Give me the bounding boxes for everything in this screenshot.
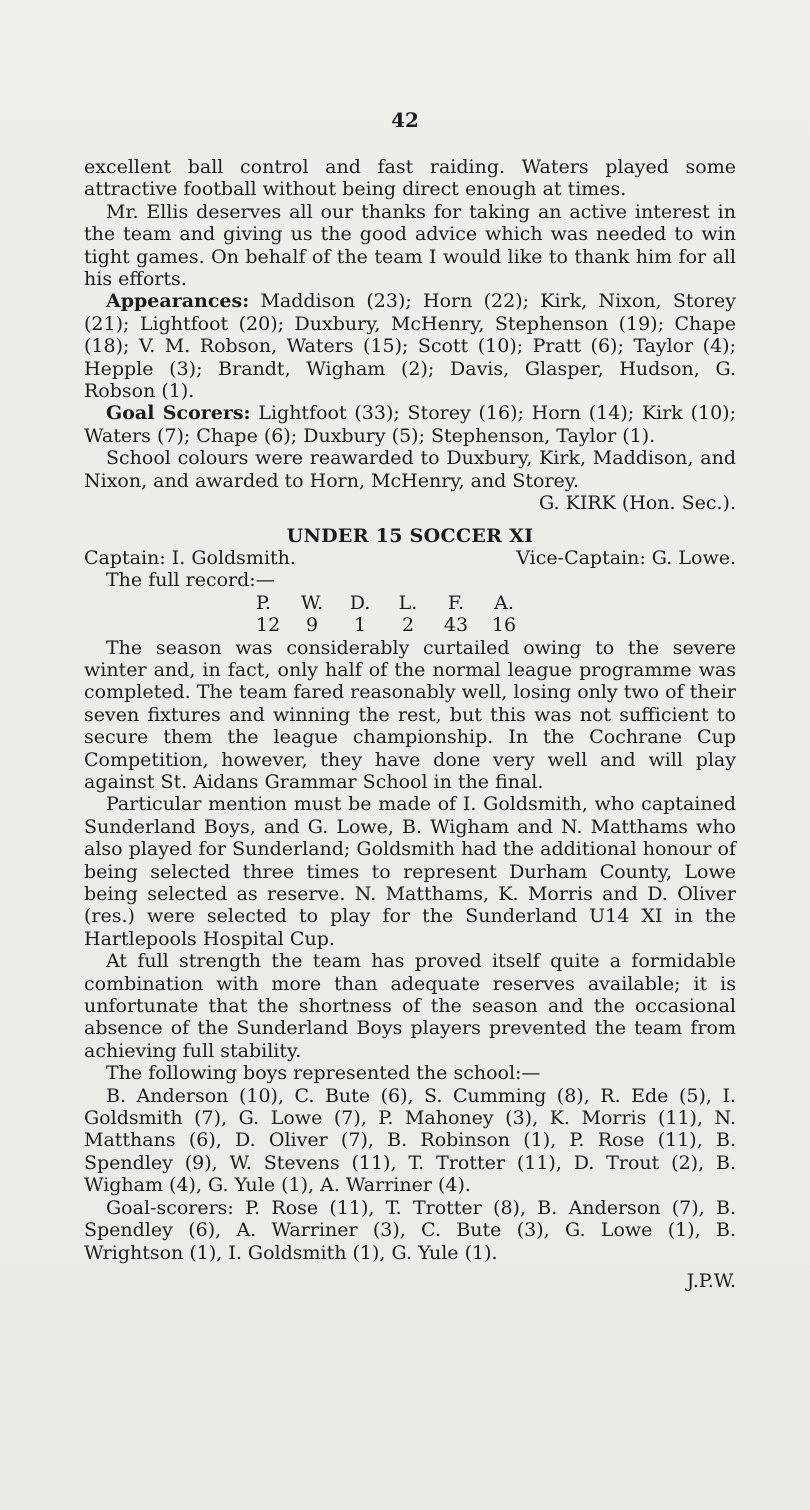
page-number: 42 xyxy=(391,108,419,132)
paragraph-goal-scorers xyxy=(84,402,736,447)
section-title: UNDER 15 SOCCER XI xyxy=(286,524,534,547)
record-value: 43 xyxy=(443,614,469,637)
record-value-row xyxy=(256,614,528,636)
record-header: W. xyxy=(300,591,324,614)
appearances-label: Appearances: xyxy=(106,290,250,313)
captain-row xyxy=(84,547,736,569)
record-value: 12 xyxy=(256,614,281,637)
record-header: F. xyxy=(447,591,465,614)
captain: Captain: I. Goldsmith. xyxy=(84,546,296,569)
record-value: 2 xyxy=(401,614,415,637)
paragraph-appearances xyxy=(84,290,736,402)
page-content xyxy=(84,156,736,1292)
paragraph-particular-mention: Particular mention must be made of I. Goldsmith, who captained Sunderland Boys, and G. Lowe, B. Wigham and N. Matthams who also played for Sunderland; Goldsmith had the additional honour of being selected three times to represent Durham County, Lowe being selected as reserve. N. Matthams, K. Morris and D. Oliver (res.) were selected to play for the Sunderland U14 XI in the Hartlepools Hospital Cup. xyxy=(84,793,736,950)
paragraph-season: The season was considerably curtailed owing to the severe winter and, in fact, only half of the normal league programme was completed. The team fared reasonably well, losing only two of their seven fixtures and winning the rest, but this was not sufficient to secure them the league championship. In the Cochrane Cup Competition, however, they have done very well and will play against St. Aidans Grammar School in the final. xyxy=(84,636,736,793)
goal-scorers-text: Lightfoot (33); Storey (16); Horn (14); Kirk (10); Waters (7); Chape (6); Duxbury (5); Stephenson, Taylor (1). xyxy=(84,402,736,447)
appearances-text: Maddison (23); Horn (22); Kirk, Nixon, Storey (21); Lightfoot (20); Duxbury, McHenry, Stephenson (19); Chape (18); V. M. Robson, Waters (15); Scott (10); Pratt (6); Taylor (4); Hepple (3); Brandt, Wigham (2); Davis, Glasper, Hudson, G. Robson (1). xyxy=(84,290,736,403)
record-value: 16 xyxy=(491,614,517,637)
record-header: A. xyxy=(494,591,514,614)
paragraph-thanks: Mr. Ellis deserves all our thanks for taking an active interest in the team and giving us the good advice which was needed to win tight games. On behalf of the team I would like to thank him for all his efforts. xyxy=(84,200,736,291)
record-header: L. xyxy=(398,591,418,614)
record-header-row xyxy=(256,592,528,614)
vice-captain: Vice-Captain: G. Lowe. xyxy=(516,546,736,569)
paragraph-players-list: B. Anderson (10), C. Bute (6), S. Cumming (8), R. Ede (5), I. Goldsmith (7), G. Lowe (7), P. Mahoney (3), K. Morris (11), N. Matthans (6), D. Oliver (7), B. Robinson (1), P. Rose (11), B. Spendley (9), W. Stevens (11), T. Trotter (11), D. Trout (2), B. Wigham (4), G. Yule (1), A. Warriner (4). xyxy=(84,1084,736,1197)
paragraph-goal-scorers-u15: Goal-scorers: P. Rose (11), T. Trotter (8), B. Anderson (7), B. Spendley (6), A. Warriner (3), C. Bute (3), G. Lowe (1), B. Wrightson (1), I. Goldsmith (1), G. Yule (1). xyxy=(84,1196,736,1264)
record-header: P. xyxy=(256,591,271,614)
paragraph-colours: School colours were reawarded to Duxbury, Kirk, Maddison, and Nixon, and awarded to Horn, McHenry, and Storey. xyxy=(84,447,736,492)
paragraph-full-strength: At full strength the team has proved itself quite a formidable combination with more than adequate reserves available; it is unfortunate that the shortness of the season and the occasional absence of the Sunderland Boys players prevented the team from achieving full stability. xyxy=(84,950,736,1062)
signoff-hon-sec: G. KIRK (Hon. Sec.). xyxy=(539,492,736,515)
goal-scorers-label: Goal Scorers: xyxy=(106,402,251,425)
signoff-jpw: J.P.W. xyxy=(686,1269,736,1292)
record-table xyxy=(256,592,528,637)
record-header: D. xyxy=(349,591,371,614)
paragraph-ball-control: excellent ball control and fast raiding. Waters played some attractive football without being direct enough at times. xyxy=(84,156,736,201)
record-value: 1 xyxy=(353,614,367,637)
record-value: 9 xyxy=(305,614,319,637)
paragraph-following-boys: The following boys represented the school:— xyxy=(106,1062,541,1085)
record-intro: The full record:— xyxy=(106,569,275,592)
